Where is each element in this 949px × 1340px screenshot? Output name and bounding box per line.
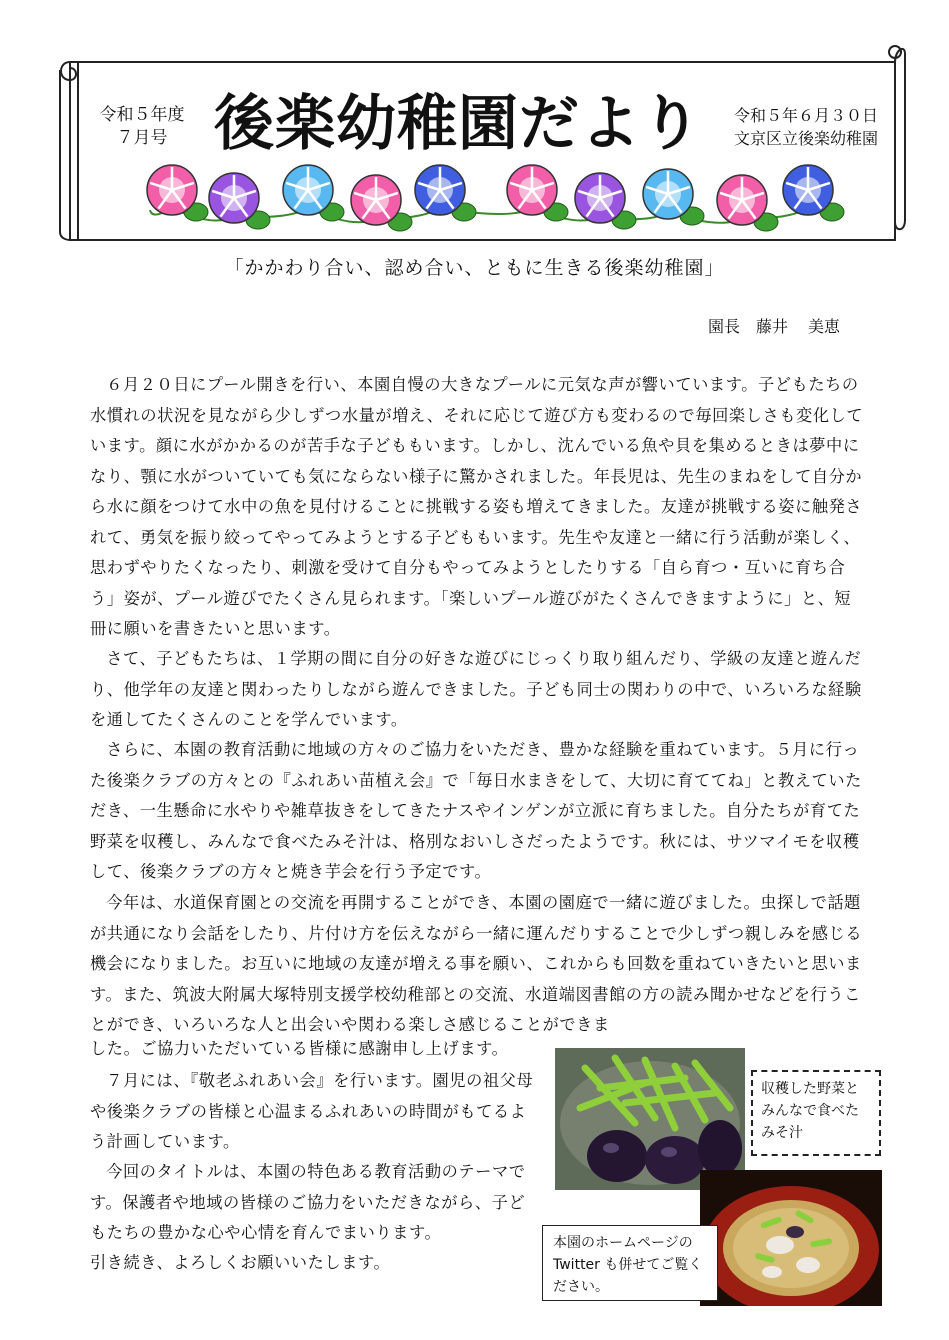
author-given-name: 美恵 <box>808 317 841 336</box>
paragraph-closing: 引き続き、よろしくお願いいたします。 <box>90 1253 391 1272</box>
newsletter-title: 後楽幼稚園だより <box>214 89 702 159</box>
issue-date: 令和５年６月３０日 <box>733 106 878 125</box>
author-signature <box>708 314 840 337</box>
paragraph-exchange-end: した。ご協力いただいている皆様に感謝申し上げます。 <box>90 1039 509 1058</box>
paragraph-exchange: 今年は、水道保育園との交流を再開することができ、本園の園庭で一緒に遊びました。虫探しで話題が共通になり会話をしたり、片付け方を伝えながら一緒に運んだりすることで少しずつ親しみを感じる機会になりました。お互いに地域の友達が増える事を願い、これからも回数を重ねていきたいと思います。また、筑波大附属大塚特別支援学校幼稚部との交流、水道端図書館の方の読み聞かせなどを行うことができ、いろいろな人と出会いや関わる楽しさ感じることができま <box>90 893 863 1034</box>
issue-info <box>86 104 198 150</box>
homepage-notice: 本園のホームページの Twitter も併せてご覧ください。 <box>542 1225 718 1301</box>
paragraph-elderly-event: ７月には、『敬老ふれあい会』を行います。園児の祖父母や後楽クラブの皆様と心温まるふれあいの時間がもてるよう計画しています。 <box>90 1071 534 1151</box>
paragraph-title-theme: 今回のタイトルは、本園の特色ある教育活動のテーマです。保護者や地域の皆様のご協力をいただきながら、子どもたちの豊かな心や心情を育んでまいります。 <box>90 1162 526 1242</box>
vegetables-caption: 収穫した野菜とみんなで食べたみそ汁 <box>751 1070 881 1156</box>
issue-month: ７月号 <box>116 128 168 148</box>
author-surname: 藤井 <box>756 317 789 336</box>
paragraph-play: さて、子どもたちは、１学期の間に自分の好きな遊びにじっくり取り組んだり、学級の友達と遊んだり、他学年の友達と関わったりしながら遊んできました。子ども同士の関わりの中で、いろいろな経験を通してたくさんのことを学んでいます。 <box>90 649 862 729</box>
issue-year: 令和５年度 <box>99 105 185 125</box>
paragraph-community: さらに、本園の教育活動に地域の方々のご協力をいただき、豊かな経験を重ねています。５月に行った後楽クラブの方々との『ふれあい苗植え会』で「毎日水まきをして、大切に育ててね」と教えていただき、一生懸命に水やりや雑草抜きをしてきたナスやインゲンが立派に育ちました。自分たちが育てた野菜を収穫し、みんなで食べたみそ汁は、格別なおいしさだったようです。秋には、サツマイモを収穫して、後楽クラブの方々と焼き芋会を行う予定です。 <box>90 740 862 881</box>
author-role: 園長 <box>708 317 741 336</box>
header-banner <box>0 0 949 250</box>
issue-publisher <box>716 104 896 150</box>
vegetables-photo <box>555 1048 745 1190</box>
school-motto: 「かかわり合い、認め合い、ともに生きる後楽幼稚園」 <box>224 257 725 279</box>
school-name: 文京区立後楽幼稚園 <box>733 129 878 148</box>
miso-soup-photo <box>700 1170 882 1306</box>
paragraph-pool: ６月２０日にプール開きを行い、本園自慢の大きなプールに元気な声が響いています。子どもたちの水慣れの状況を見ながら少しずつ水量が増え、それに応じて遊び方も変わるので毎回楽しさも変化しています。顔に水がかかるのが苦手な子どももいます。しかし、沈んでいる魚や貝を集めるときは夢中になり、顎に水がついていても気にならない様子に驚かされました。年長児は、先生のまねをして自分から水に顔をつけて水中の魚を見付けることに挑戦する姿も増えてきました。友達が挑戦する姿に触発されて、勇気を振り絞ってやってみようとする子どももいます。先生や友達と一緒に行う活動が楽しく、思わずやりたくなったり、刺激を受けて自分もやってみようとしたりする「自ら育つ・互いに育ち合う」姿が、プール遊びでたくさん見られます。「楽しいプール遊びがたくさんできますように」と、短冊に願いを書きたいと思います。 <box>90 375 864 638</box>
